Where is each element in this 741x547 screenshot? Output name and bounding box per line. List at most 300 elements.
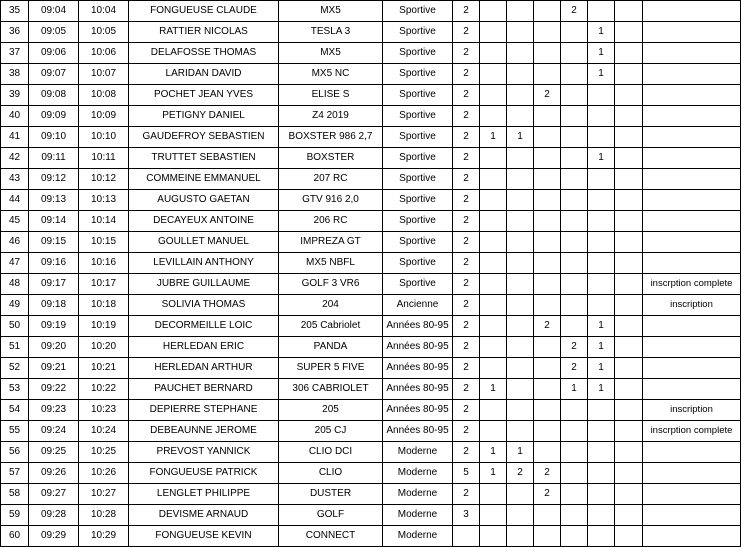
count-cell-6[interactable]: 1 xyxy=(588,337,615,358)
count-cell-1[interactable]: 2 xyxy=(453,337,480,358)
count-cell-5[interactable] xyxy=(561,64,588,85)
count-cell-2[interactable] xyxy=(480,253,507,274)
driver-name-cell[interactable]: POCHET JEAN YVES xyxy=(129,85,279,106)
count-cell-7[interactable] xyxy=(615,85,643,106)
note-cell[interactable] xyxy=(643,463,741,484)
count-cell-3[interactable] xyxy=(507,190,534,211)
count-cell-7[interactable] xyxy=(615,316,643,337)
car-model-cell[interactable]: 205 xyxy=(279,400,383,421)
count-cell-4[interactable] xyxy=(534,253,561,274)
row-number-cell[interactable]: 57 xyxy=(1,463,29,484)
count-cell-3[interactable] xyxy=(507,148,534,169)
count-cell-2[interactable] xyxy=(480,400,507,421)
car-model-cell[interactable]: Z4 2019 xyxy=(279,106,383,127)
count-cell-2[interactable] xyxy=(480,106,507,127)
count-cell-5[interactable] xyxy=(561,85,588,106)
count-cell-6[interactable] xyxy=(588,127,615,148)
end-time-cell[interactable]: 10:06 xyxy=(79,43,129,64)
count-cell-7[interactable] xyxy=(615,190,643,211)
count-cell-5[interactable]: 2 xyxy=(561,337,588,358)
count-cell-2[interactable] xyxy=(480,22,507,43)
count-cell-7[interactable] xyxy=(615,64,643,85)
row-number-cell[interactable]: 55 xyxy=(1,421,29,442)
start-time-cell[interactable]: 09:23 xyxy=(29,400,79,421)
start-time-cell[interactable]: 09:08 xyxy=(29,85,79,106)
count-cell-3[interactable] xyxy=(507,106,534,127)
count-cell-5[interactable] xyxy=(561,274,588,295)
end-time-cell[interactable]: 10:04 xyxy=(79,1,129,22)
count-cell-2[interactable] xyxy=(480,484,507,505)
note-cell[interactable] xyxy=(643,85,741,106)
count-cell-3[interactable] xyxy=(507,274,534,295)
count-cell-6[interactable] xyxy=(588,253,615,274)
count-cell-4[interactable] xyxy=(534,379,561,400)
count-cell-7[interactable] xyxy=(615,274,643,295)
count-cell-3[interactable]: 2 xyxy=(507,463,534,484)
count-cell-7[interactable] xyxy=(615,148,643,169)
count-cell-4[interactable] xyxy=(534,505,561,526)
count-cell-3[interactable] xyxy=(507,484,534,505)
count-cell-7[interactable] xyxy=(615,379,643,400)
count-cell-6[interactable] xyxy=(588,274,615,295)
category-cell[interactable]: Années 80-95 xyxy=(383,379,453,400)
count-cell-6[interactable] xyxy=(588,463,615,484)
note-cell[interactable] xyxy=(643,253,741,274)
count-cell-4[interactable] xyxy=(534,127,561,148)
start-time-cell[interactable]: 09:15 xyxy=(29,232,79,253)
start-time-cell[interactable]: 09:09 xyxy=(29,106,79,127)
start-time-cell[interactable]: 09:28 xyxy=(29,505,79,526)
count-cell-3[interactable] xyxy=(507,1,534,22)
row-number-cell[interactable]: 44 xyxy=(1,190,29,211)
count-cell-4[interactable] xyxy=(534,169,561,190)
note-cell[interactable]: inscrption complete xyxy=(643,421,741,442)
count-cell-7[interactable] xyxy=(615,400,643,421)
row-number-cell[interactable]: 50 xyxy=(1,316,29,337)
car-model-cell[interactable]: 205 Cabriolet xyxy=(279,316,383,337)
driver-name-cell[interactable]: DEVISME ARNAUD xyxy=(129,505,279,526)
count-cell-5[interactable] xyxy=(561,526,588,547)
count-cell-4[interactable] xyxy=(534,22,561,43)
driver-name-cell[interactable]: SOLIVIA THOMAS xyxy=(129,295,279,316)
count-cell-7[interactable] xyxy=(615,169,643,190)
count-cell-5[interactable] xyxy=(561,505,588,526)
count-cell-4[interactable] xyxy=(534,190,561,211)
count-cell-5[interactable]: 1 xyxy=(561,379,588,400)
count-cell-2[interactable]: 1 xyxy=(480,127,507,148)
car-model-cell[interactable]: PANDA xyxy=(279,337,383,358)
row-number-cell[interactable]: 38 xyxy=(1,64,29,85)
count-cell-5[interactable] xyxy=(561,442,588,463)
note-cell[interactable] xyxy=(643,1,741,22)
car-model-cell[interactable]: 306 CABRIOLET xyxy=(279,379,383,400)
count-cell-2[interactable] xyxy=(480,421,507,442)
count-cell-1[interactable]: 2 xyxy=(453,190,480,211)
count-cell-2[interactable] xyxy=(480,358,507,379)
driver-name-cell[interactable]: JUBRE GUILLAUME xyxy=(129,274,279,295)
note-cell[interactable] xyxy=(643,43,741,64)
count-cell-5[interactable] xyxy=(561,232,588,253)
count-cell-6[interactable]: 1 xyxy=(588,148,615,169)
count-cell-5[interactable] xyxy=(561,295,588,316)
row-number-cell[interactable]: 49 xyxy=(1,295,29,316)
end-time-cell[interactable]: 10:26 xyxy=(79,463,129,484)
end-time-cell[interactable]: 10:13 xyxy=(79,190,129,211)
count-cell-7[interactable] xyxy=(615,211,643,232)
count-cell-3[interactable] xyxy=(507,505,534,526)
count-cell-7[interactable] xyxy=(615,232,643,253)
row-number-cell[interactable]: 48 xyxy=(1,274,29,295)
count-cell-3[interactable] xyxy=(507,22,534,43)
end-time-cell[interactable]: 10:10 xyxy=(79,127,129,148)
count-cell-7[interactable] xyxy=(615,337,643,358)
row-number-cell[interactable]: 54 xyxy=(1,400,29,421)
start-time-cell[interactable]: 09:07 xyxy=(29,64,79,85)
count-cell-2[interactable]: 1 xyxy=(480,463,507,484)
note-cell[interactable] xyxy=(643,190,741,211)
count-cell-6[interactable] xyxy=(588,484,615,505)
count-cell-6[interactable]: 1 xyxy=(588,64,615,85)
row-number-cell[interactable]: 46 xyxy=(1,232,29,253)
car-model-cell[interactable]: 207 RC xyxy=(279,169,383,190)
count-cell-2[interactable] xyxy=(480,1,507,22)
count-cell-5[interactable] xyxy=(561,463,588,484)
row-number-cell[interactable]: 58 xyxy=(1,484,29,505)
note-cell[interactable] xyxy=(643,505,741,526)
note-cell[interactable] xyxy=(643,379,741,400)
end-time-cell[interactable]: 10:15 xyxy=(79,232,129,253)
count-cell-7[interactable] xyxy=(615,253,643,274)
count-cell-7[interactable] xyxy=(615,127,643,148)
count-cell-1[interactable]: 5 xyxy=(453,463,480,484)
count-cell-5[interactable]: 2 xyxy=(561,358,588,379)
start-time-cell[interactable]: 09:11 xyxy=(29,148,79,169)
count-cell-1[interactable]: 2 xyxy=(453,22,480,43)
end-time-cell[interactable]: 10:23 xyxy=(79,400,129,421)
end-time-cell[interactable]: 10:27 xyxy=(79,484,129,505)
count-cell-2[interactable] xyxy=(480,505,507,526)
count-cell-7[interactable] xyxy=(615,358,643,379)
category-cell[interactable]: Moderne xyxy=(383,505,453,526)
note-cell[interactable] xyxy=(643,211,741,232)
count-cell-1[interactable]: 2 xyxy=(453,43,480,64)
car-model-cell[interactable]: 205 CJ xyxy=(279,421,383,442)
note-cell[interactable] xyxy=(643,484,741,505)
car-model-cell[interactable]: CLIO xyxy=(279,463,383,484)
count-cell-2[interactable] xyxy=(480,211,507,232)
count-cell-4[interactable] xyxy=(534,211,561,232)
category-cell[interactable]: Moderne xyxy=(383,442,453,463)
end-time-cell[interactable]: 10:19 xyxy=(79,316,129,337)
note-cell[interactable] xyxy=(643,148,741,169)
note-cell[interactable] xyxy=(643,22,741,43)
count-cell-7[interactable] xyxy=(615,295,643,316)
count-cell-5[interactable] xyxy=(561,43,588,64)
car-model-cell[interactable]: 206 RC xyxy=(279,211,383,232)
row-number-cell[interactable]: 37 xyxy=(1,43,29,64)
car-model-cell[interactable]: BOXSTER xyxy=(279,148,383,169)
count-cell-6[interactable] xyxy=(588,421,615,442)
driver-name-cell[interactable]: PAUCHET BERNARD xyxy=(129,379,279,400)
category-cell[interactable]: Sportive xyxy=(383,211,453,232)
count-cell-2[interactable] xyxy=(480,85,507,106)
start-time-cell[interactable]: 09:29 xyxy=(29,526,79,547)
count-cell-3[interactable] xyxy=(507,400,534,421)
count-cell-3[interactable] xyxy=(507,85,534,106)
count-cell-4[interactable] xyxy=(534,232,561,253)
count-cell-1[interactable]: 2 xyxy=(453,232,480,253)
car-model-cell[interactable]: TESLA 3 xyxy=(279,22,383,43)
driver-name-cell[interactable]: GOULLET MANUEL xyxy=(129,232,279,253)
category-cell[interactable]: Sportive xyxy=(383,22,453,43)
count-cell-2[interactable] xyxy=(480,316,507,337)
count-cell-2[interactable]: 1 xyxy=(480,379,507,400)
driver-name-cell[interactable]: PREVOST YANNICK xyxy=(129,442,279,463)
count-cell-3[interactable] xyxy=(507,358,534,379)
end-time-cell[interactable]: 10:18 xyxy=(79,295,129,316)
category-cell[interactable]: Moderne xyxy=(383,484,453,505)
end-time-cell[interactable]: 10:29 xyxy=(79,526,129,547)
start-time-cell[interactable]: 09:20 xyxy=(29,337,79,358)
category-cell[interactable]: Sportive xyxy=(383,1,453,22)
count-cell-1[interactable]: 2 xyxy=(453,253,480,274)
category-cell[interactable]: Sportive xyxy=(383,190,453,211)
count-cell-5[interactable] xyxy=(561,190,588,211)
start-time-cell[interactable]: 09:05 xyxy=(29,22,79,43)
count-cell-4[interactable] xyxy=(534,358,561,379)
count-cell-3[interactable] xyxy=(507,337,534,358)
car-model-cell[interactable]: GTV 916 2,0 xyxy=(279,190,383,211)
count-cell-1[interactable]: 2 xyxy=(453,169,480,190)
car-model-cell[interactable]: ELISE S xyxy=(279,85,383,106)
end-time-cell[interactable]: 10:17 xyxy=(79,274,129,295)
count-cell-2[interactable] xyxy=(480,295,507,316)
end-time-cell[interactable]: 10:14 xyxy=(79,211,129,232)
end-time-cell[interactable]: 10:09 xyxy=(79,106,129,127)
count-cell-3[interactable] xyxy=(507,253,534,274)
end-time-cell[interactable]: 10:08 xyxy=(79,85,129,106)
count-cell-5[interactable] xyxy=(561,316,588,337)
row-number-cell[interactable]: 59 xyxy=(1,505,29,526)
row-number-cell[interactable]: 56 xyxy=(1,442,29,463)
count-cell-5[interactable]: 2 xyxy=(561,1,588,22)
note-cell[interactable] xyxy=(643,64,741,85)
count-cell-1[interactable]: 2 xyxy=(453,127,480,148)
category-cell[interactable]: Années 80-95 xyxy=(383,337,453,358)
note-cell[interactable] xyxy=(643,232,741,253)
end-time-cell[interactable]: 10:21 xyxy=(79,358,129,379)
driver-name-cell[interactable]: FONGUEUSE KEVIN xyxy=(129,526,279,547)
note-cell[interactable] xyxy=(643,442,741,463)
count-cell-2[interactable]: 1 xyxy=(480,442,507,463)
count-cell-4[interactable] xyxy=(534,274,561,295)
count-cell-7[interactable] xyxy=(615,22,643,43)
count-cell-2[interactable] xyxy=(480,274,507,295)
row-number-cell[interactable]: 53 xyxy=(1,379,29,400)
category-cell[interactable]: Sportive xyxy=(383,169,453,190)
note-cell[interactable] xyxy=(643,106,741,127)
category-cell[interactable]: Sportive xyxy=(383,64,453,85)
count-cell-7[interactable] xyxy=(615,43,643,64)
count-cell-6[interactable] xyxy=(588,1,615,22)
count-cell-5[interactable] xyxy=(561,106,588,127)
count-cell-4[interactable] xyxy=(534,400,561,421)
start-time-cell[interactable]: 09:16 xyxy=(29,253,79,274)
end-time-cell[interactable]: 10:12 xyxy=(79,169,129,190)
count-cell-6[interactable] xyxy=(588,295,615,316)
driver-name-cell[interactable]: PETIGNY DANIEL xyxy=(129,106,279,127)
count-cell-5[interactable] xyxy=(561,22,588,43)
count-cell-3[interactable]: 1 xyxy=(507,442,534,463)
category-cell[interactable]: Années 80-95 xyxy=(383,358,453,379)
count-cell-4[interactable]: 2 xyxy=(534,463,561,484)
count-cell-6[interactable]: 1 xyxy=(588,22,615,43)
count-cell-7[interactable] xyxy=(615,526,643,547)
row-number-cell[interactable]: 35 xyxy=(1,1,29,22)
driver-name-cell[interactable]: FONGUEUSE CLAUDE xyxy=(129,1,279,22)
count-cell-2[interactable] xyxy=(480,526,507,547)
count-cell-6[interactable] xyxy=(588,190,615,211)
count-cell-2[interactable] xyxy=(480,169,507,190)
count-cell-3[interactable] xyxy=(507,526,534,547)
row-number-cell[interactable]: 51 xyxy=(1,337,29,358)
start-time-cell[interactable]: 09:19 xyxy=(29,316,79,337)
count-cell-4[interactable]: 2 xyxy=(534,85,561,106)
note-cell[interactable] xyxy=(643,316,741,337)
count-cell-7[interactable] xyxy=(615,421,643,442)
row-number-cell[interactable]: 45 xyxy=(1,211,29,232)
start-time-cell[interactable]: 09:04 xyxy=(29,1,79,22)
start-time-cell[interactable]: 09:14 xyxy=(29,211,79,232)
count-cell-5[interactable] xyxy=(561,169,588,190)
row-number-cell[interactable]: 39 xyxy=(1,85,29,106)
count-cell-6[interactable] xyxy=(588,442,615,463)
car-model-cell[interactable]: SUPER 5 FIVE xyxy=(279,358,383,379)
driver-name-cell[interactable]: DELAFOSSE THOMAS xyxy=(129,43,279,64)
end-time-cell[interactable]: 10:11 xyxy=(79,148,129,169)
car-model-cell[interactable]: IMPREZA GT xyxy=(279,232,383,253)
row-number-cell[interactable]: 41 xyxy=(1,127,29,148)
start-time-cell[interactable]: 09:17 xyxy=(29,274,79,295)
count-cell-4[interactable] xyxy=(534,337,561,358)
count-cell-4[interactable] xyxy=(534,442,561,463)
driver-name-cell[interactable]: LEVILLAIN ANTHONY xyxy=(129,253,279,274)
count-cell-1[interactable]: 2 xyxy=(453,211,480,232)
start-time-cell[interactable]: 09:13 xyxy=(29,190,79,211)
count-cell-1[interactable]: 2 xyxy=(453,316,480,337)
driver-name-cell[interactable]: TRUTTET SEBASTIEN xyxy=(129,148,279,169)
category-cell[interactable]: Sportive xyxy=(383,253,453,274)
category-cell[interactable]: Sportive xyxy=(383,43,453,64)
count-cell-1[interactable]: 2 xyxy=(453,358,480,379)
row-number-cell[interactable]: 43 xyxy=(1,169,29,190)
driver-name-cell[interactable]: DECORMEILLE LOIC xyxy=(129,316,279,337)
count-cell-4[interactable] xyxy=(534,526,561,547)
category-cell[interactable]: Sportive xyxy=(383,127,453,148)
car-model-cell[interactable]: MX5 NBFL xyxy=(279,253,383,274)
driver-name-cell[interactable]: GAUDEFROY SEBASTIEN xyxy=(129,127,279,148)
car-model-cell[interactable]: GOLF xyxy=(279,505,383,526)
note-cell[interactable] xyxy=(643,358,741,379)
count-cell-5[interactable] xyxy=(561,421,588,442)
car-model-cell[interactable]: MX5 xyxy=(279,43,383,64)
category-cell[interactable]: Sportive xyxy=(383,106,453,127)
category-cell[interactable]: Années 80-95 xyxy=(383,400,453,421)
count-cell-2[interactable] xyxy=(480,232,507,253)
start-time-cell[interactable]: 09:18 xyxy=(29,295,79,316)
count-cell-5[interactable] xyxy=(561,127,588,148)
car-model-cell[interactable]: 204 xyxy=(279,295,383,316)
category-cell[interactable]: Années 80-95 xyxy=(383,316,453,337)
note-cell[interactable] xyxy=(643,526,741,547)
count-cell-2[interactable] xyxy=(480,43,507,64)
start-time-cell[interactable]: 09:06 xyxy=(29,43,79,64)
note-cell[interactable] xyxy=(643,337,741,358)
driver-name-cell[interactable]: DECAYEUX ANTOINE xyxy=(129,211,279,232)
row-number-cell[interactable]: 52 xyxy=(1,358,29,379)
count-cell-7[interactable] xyxy=(615,463,643,484)
count-cell-4[interactable] xyxy=(534,1,561,22)
count-cell-7[interactable] xyxy=(615,442,643,463)
driver-name-cell[interactable]: LENGLET PHILIPPE xyxy=(129,484,279,505)
count-cell-6[interactable]: 1 xyxy=(588,43,615,64)
category-cell[interactable]: Sportive xyxy=(383,85,453,106)
driver-name-cell[interactable]: AUGUSTO GAETAN xyxy=(129,190,279,211)
category-cell[interactable]: Sportive xyxy=(383,232,453,253)
row-number-cell[interactable]: 42 xyxy=(1,148,29,169)
start-time-cell[interactable]: 09:27 xyxy=(29,484,79,505)
start-time-cell[interactable]: 09:25 xyxy=(29,442,79,463)
end-time-cell[interactable]: 10:20 xyxy=(79,337,129,358)
count-cell-1[interactable]: 2 xyxy=(453,484,480,505)
end-time-cell[interactable]: 10:16 xyxy=(79,253,129,274)
count-cell-4[interactable]: 2 xyxy=(534,316,561,337)
count-cell-3[interactable] xyxy=(507,295,534,316)
row-number-cell[interactable]: 47 xyxy=(1,253,29,274)
driver-name-cell[interactable]: HERLEDAN ARTHUR xyxy=(129,358,279,379)
car-model-cell[interactable]: MX5 xyxy=(279,1,383,22)
start-time-cell[interactable]: 09:24 xyxy=(29,421,79,442)
count-cell-6[interactable] xyxy=(588,169,615,190)
count-cell-7[interactable] xyxy=(615,505,643,526)
count-cell-6[interactable] xyxy=(588,85,615,106)
end-time-cell[interactable]: 10:22 xyxy=(79,379,129,400)
count-cell-1[interactable]: 2 xyxy=(453,442,480,463)
count-cell-7[interactable] xyxy=(615,484,643,505)
end-time-cell[interactable]: 10:07 xyxy=(79,64,129,85)
start-time-cell[interactable]: 09:21 xyxy=(29,358,79,379)
count-cell-1[interactable]: 2 xyxy=(453,421,480,442)
count-cell-5[interactable] xyxy=(561,484,588,505)
car-model-cell[interactable]: BOXSTER 986 2,7 xyxy=(279,127,383,148)
start-time-cell[interactable]: 09:12 xyxy=(29,169,79,190)
note-cell[interactable]: inscription xyxy=(643,400,741,421)
count-cell-1[interactable]: 2 xyxy=(453,295,480,316)
category-cell[interactable]: Sportive xyxy=(383,274,453,295)
count-cell-3[interactable]: 1 xyxy=(507,127,534,148)
count-cell-3[interactable] xyxy=(507,232,534,253)
car-model-cell[interactable]: GOLF 3 VR6 xyxy=(279,274,383,295)
start-time-cell[interactable]: 09:10 xyxy=(29,127,79,148)
count-cell-2[interactable] xyxy=(480,337,507,358)
end-time-cell[interactable]: 10:24 xyxy=(79,421,129,442)
car-model-cell[interactable]: MX5 NC xyxy=(279,64,383,85)
end-time-cell[interactable]: 10:25 xyxy=(79,442,129,463)
car-model-cell[interactable]: CONNECT xyxy=(279,526,383,547)
note-cell[interactable]: inscrption complete xyxy=(643,274,741,295)
count-cell-2[interactable] xyxy=(480,148,507,169)
count-cell-6[interactable] xyxy=(588,106,615,127)
